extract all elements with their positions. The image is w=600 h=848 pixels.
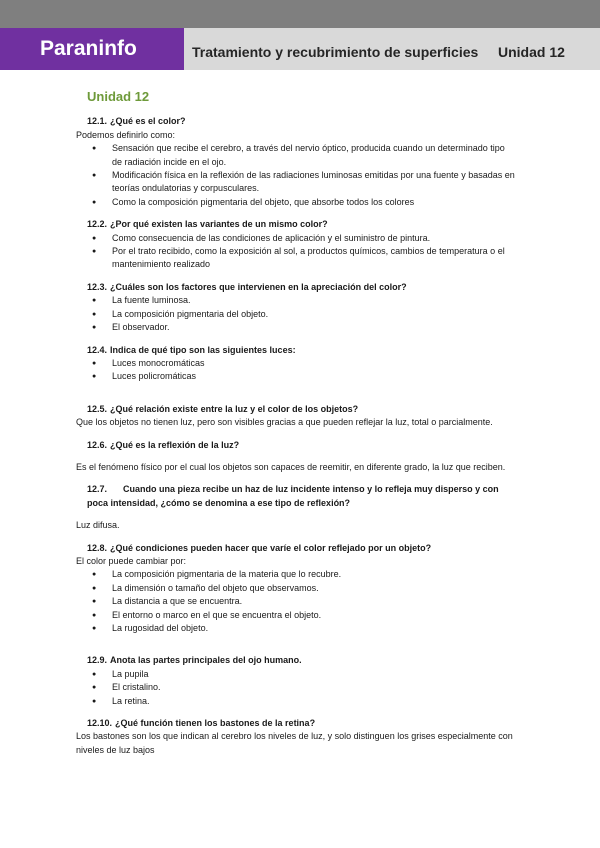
bullet-list bbox=[76, 142, 516, 209]
answer-text: Es el fenómeno físico por el cual los objetos son capaces de reemitir, en diferente grado, la luz que reciben. bbox=[76, 461, 506, 472]
question-heading: 12.1. ¿Qué es el color? bbox=[87, 116, 186, 127]
list-item: ● La composición pigmentaria del objeto. bbox=[112, 308, 516, 321]
bullet-list bbox=[76, 232, 516, 272]
brand-logo: Paraninfo bbox=[0, 28, 184, 70]
list-item: ● La pupila bbox=[112, 668, 516, 681]
question-heading: 12.8. ¿Qué condiciones pueden hacer que varíe el color reflejado por un objeto? bbox=[87, 542, 432, 553]
list-item: ● El observador. bbox=[112, 321, 516, 334]
header-title: Tratamiento y recubrimiento de superficies bbox=[192, 44, 479, 60]
question-heading: 12.5. ¿Qué relación existe entre la luz y el color de los objetos? bbox=[87, 403, 359, 414]
bullet-list bbox=[76, 294, 516, 334]
list-item: ● La dimensión o tamaño del objeto que observamos. bbox=[112, 582, 516, 595]
document-body bbox=[76, 90, 516, 757]
list-item: ● Sensación que recibe el cerebro, a través del nervio óptico, producida cuando un determinado tipo de radiación incide en el ojo. bbox=[112, 142, 516, 169]
answer-text: Luz difusa. bbox=[76, 520, 120, 531]
list-item: ● La composición pigmentaria de la materia que lo recubre. bbox=[112, 568, 516, 581]
list-item: ● Por el trato recibido, como la exposición al sol, a productos químicos, cambios de temperatura o el mantenimiento realizado bbox=[112, 245, 516, 272]
question-heading: 12.9. Anota las partes principales del ojo humano. bbox=[87, 655, 302, 666]
question-heading: 12.7. Cuando una pieza recibe un haz de luz incidente intenso y lo refleja muy disperso y con poca intensidad, ¿cómo se denomina a ese tipo de reflexión? bbox=[87, 484, 499, 508]
question-heading: 12.3. ¿Cuáles son los factores que intervienen en la apreciación del color? bbox=[87, 281, 407, 292]
question-heading: 12.10. ¿Qué función tienen los bastones de la retina? bbox=[87, 718, 316, 729]
list-item: ● Luces monocromáticas bbox=[112, 357, 516, 370]
intro-text: El color puede cambiar por: bbox=[76, 555, 187, 566]
unit-title: Unidad 12 bbox=[87, 89, 150, 104]
list-item: ● Luces policromáticas bbox=[112, 370, 516, 383]
list-item: ● La rugosidad del objeto. bbox=[112, 622, 516, 635]
top-bar bbox=[0, 0, 600, 28]
bullet-list bbox=[76, 568, 516, 635]
question-heading: 12.4. Indica de qué tipo son las siguientes luces: bbox=[87, 344, 296, 355]
list-item: ● La distancia a que se encuentra. bbox=[112, 595, 516, 608]
bullet-list bbox=[76, 668, 516, 708]
list-item: ● Modificación física en la reflexión de las radiaciones luminosas emitidas por una fuente y basadas en teorías ondulatorias y corpusculares. bbox=[112, 169, 516, 196]
bullet-list bbox=[76, 357, 516, 384]
list-item: ● El entorno o marco en el que se encuentra el objeto. bbox=[112, 609, 516, 622]
question-heading: 12.2. ¿Por qué existen las variantes de un mismo color? bbox=[87, 219, 328, 230]
list-item: ● La fuente luminosa. bbox=[112, 294, 516, 307]
answer-text: Que los objetos no tienen luz, pero son visibles gracias a que pueden reflejar la luz, total o parcialmente. bbox=[76, 417, 493, 428]
header-unit: Unidad 12 bbox=[498, 44, 565, 60]
intro-text: Podemos definirlo como: bbox=[76, 129, 176, 140]
list-item: ● El cristalino. bbox=[112, 681, 516, 694]
answer-text: Los bastones son los que indican al cerebro los niveles de luz, y solo distinguen los grises especialmente con niveles de luz bajos bbox=[76, 731, 513, 755]
list-item: ● Como la composición pigmentaria del objeto, que absorbe todos los colores bbox=[112, 196, 516, 209]
question-heading: 12.6. ¿Qué es la reflexión de la luz? bbox=[87, 439, 240, 450]
list-item: ● La retina. bbox=[112, 695, 516, 708]
list-item: ● Como consecuencia de las condiciones de aplicación y el suministro de pintura. bbox=[112, 232, 516, 245]
